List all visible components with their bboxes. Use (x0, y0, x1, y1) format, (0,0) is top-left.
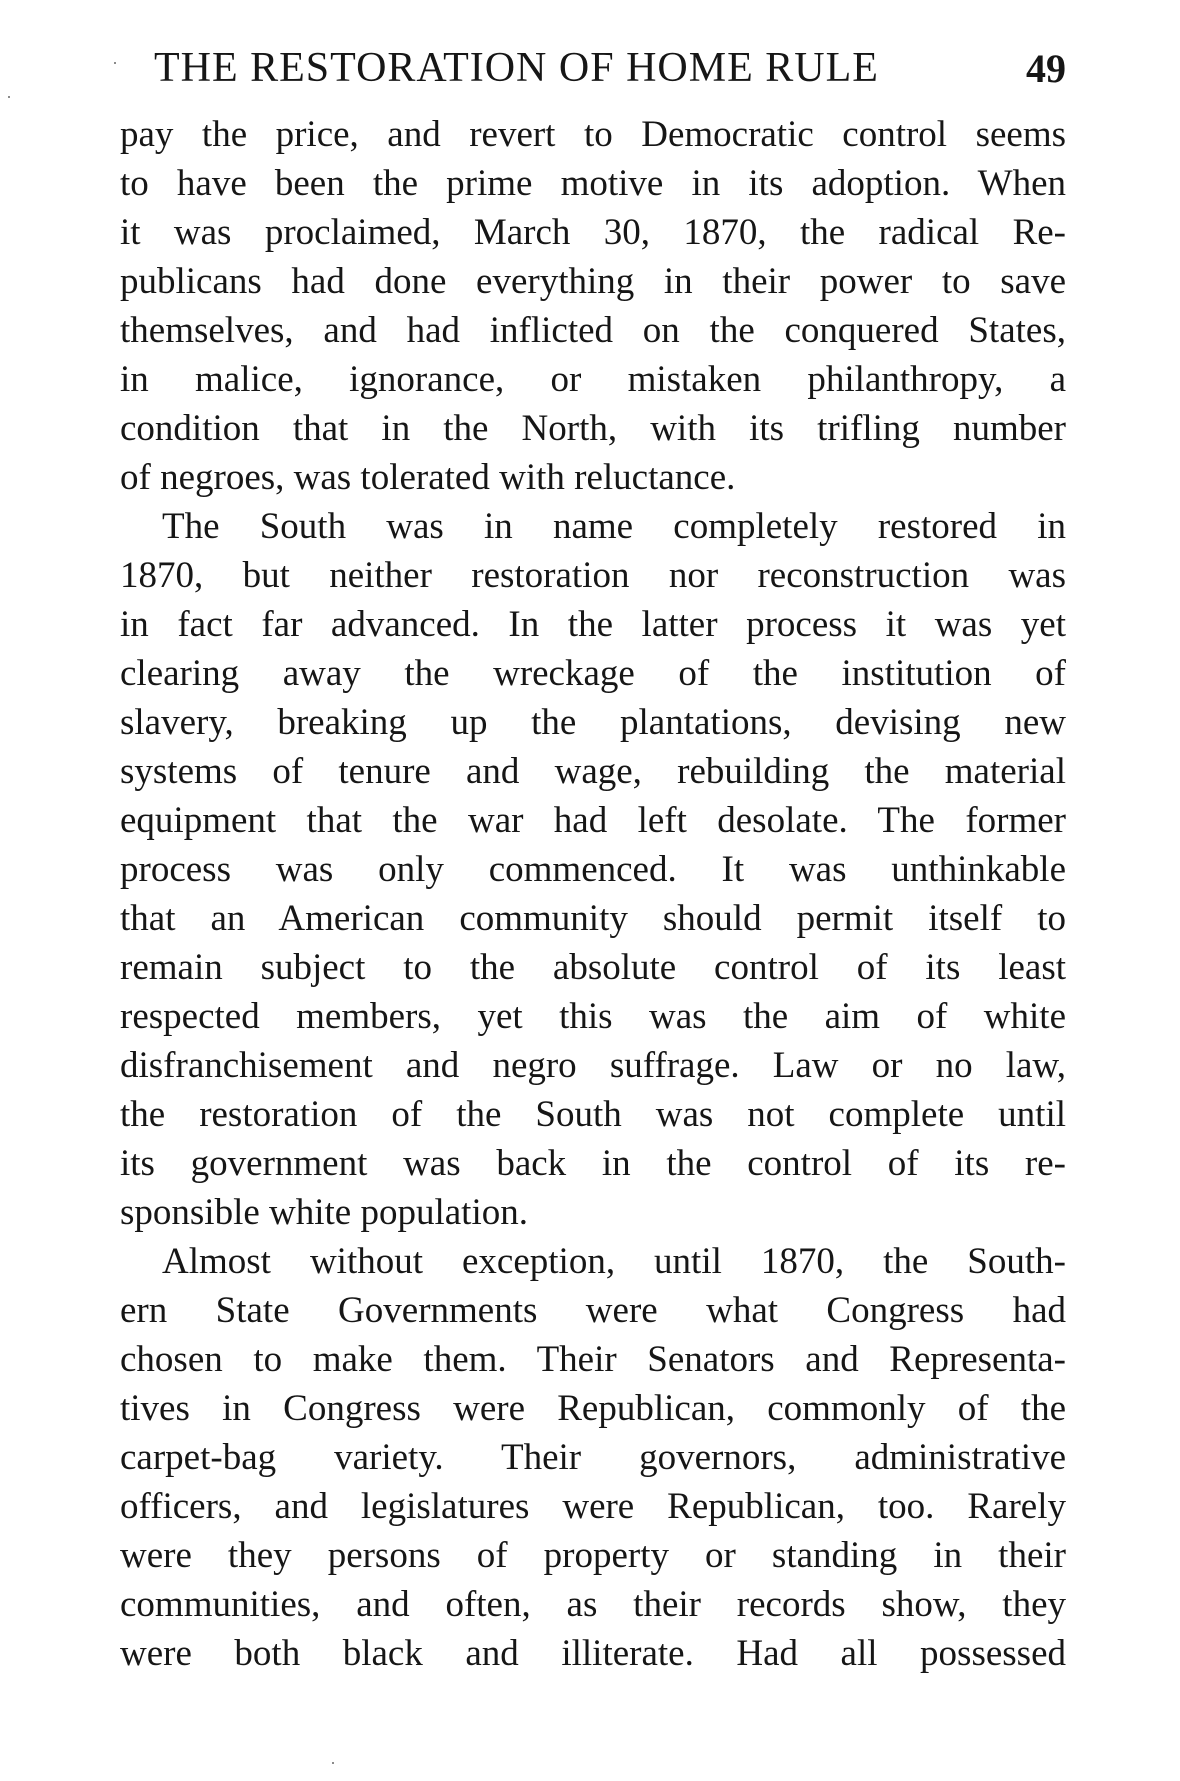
text-line: officers, and legislatures were Republican, too. Rarely (120, 1486, 1066, 1527)
text-line: respected members, yet this was the aim of white (120, 996, 1066, 1037)
text-line: pay the price, and revert to Democratic control seems (120, 114, 1066, 155)
text-line: it was proclaimed, March 30, 1870, the radical Re- (120, 212, 1066, 253)
text-line: of negroes, was tolerated with reluctance. (120, 457, 736, 498)
text-line: publicans had done everything in their power to save (120, 261, 1066, 302)
paragraph-3 (120, 1237, 1066, 1678)
text-line: disfranchisement and negro suffrage. Law or no law, (120, 1045, 1066, 1086)
paragraph-1 (120, 110, 1066, 502)
text-line: systems of tenure and wage, rebuilding the material (120, 751, 1066, 792)
text-line: condition that in the North, with its trifling number (120, 408, 1066, 449)
text-line: were they persons of property or standing in their (120, 1535, 1066, 1576)
text-line: in malice, ignorance, or mistaken philanthropy, a (120, 359, 1066, 400)
text-line: The South was in name completely restored in (162, 506, 1066, 547)
text-line: tives in Congress were Republican, commonly of the (120, 1388, 1066, 1429)
text-line: process was only commenced. It was unthinkable (120, 849, 1066, 890)
text-line: slavery, breaking up the plantations, devising new (120, 702, 1066, 743)
text-line: in fact far advanced. In the latter process it was yet (120, 604, 1066, 645)
running-title: THE RESTORATION OF HOME RULE (154, 45, 879, 91)
text-line: its government was back in the control of its re- (120, 1143, 1066, 1184)
scan-speck (8, 96, 10, 98)
text-line: themselves, and had inflicted on the conquered States, (120, 310, 1066, 351)
body-text (120, 110, 1066, 1678)
text-line: carpet-bag variety. Their governors, administrative (120, 1437, 1066, 1478)
text-line: equipment that the war had left desolate. The former (120, 800, 1066, 841)
text-line: ern State Governments were what Congress had (120, 1290, 1066, 1331)
text-line: clearing away the wreckage of the institution of (120, 653, 1066, 694)
running-head (154, 38, 1066, 98)
text-line: were both black and illiterate. Had all possessed (120, 1633, 1066, 1674)
paragraph-2 (120, 502, 1066, 1237)
text-line: communities, and often, as their records show, they (120, 1584, 1066, 1625)
text-line: 1870, but neither restoration nor reconstruction was (120, 555, 1066, 596)
scan-speck (114, 62, 116, 64)
text-line: to have been the prime motive in its adoption. When (120, 163, 1066, 204)
page-number: 49 (1026, 45, 1066, 91)
scan-speck (332, 1762, 334, 1764)
text-line: remain subject to the absolute control of its least (120, 947, 1066, 988)
text-line: chosen to make them. Their Senators and Representa- (120, 1339, 1066, 1380)
text-line: sponsible white population. (120, 1192, 528, 1233)
text-line: that an American community should permit itself to (120, 898, 1066, 939)
text-line: the restoration of the South was not complete until (120, 1094, 1066, 1135)
text-line: Almost without exception, until 1870, the South- (162, 1241, 1066, 1282)
